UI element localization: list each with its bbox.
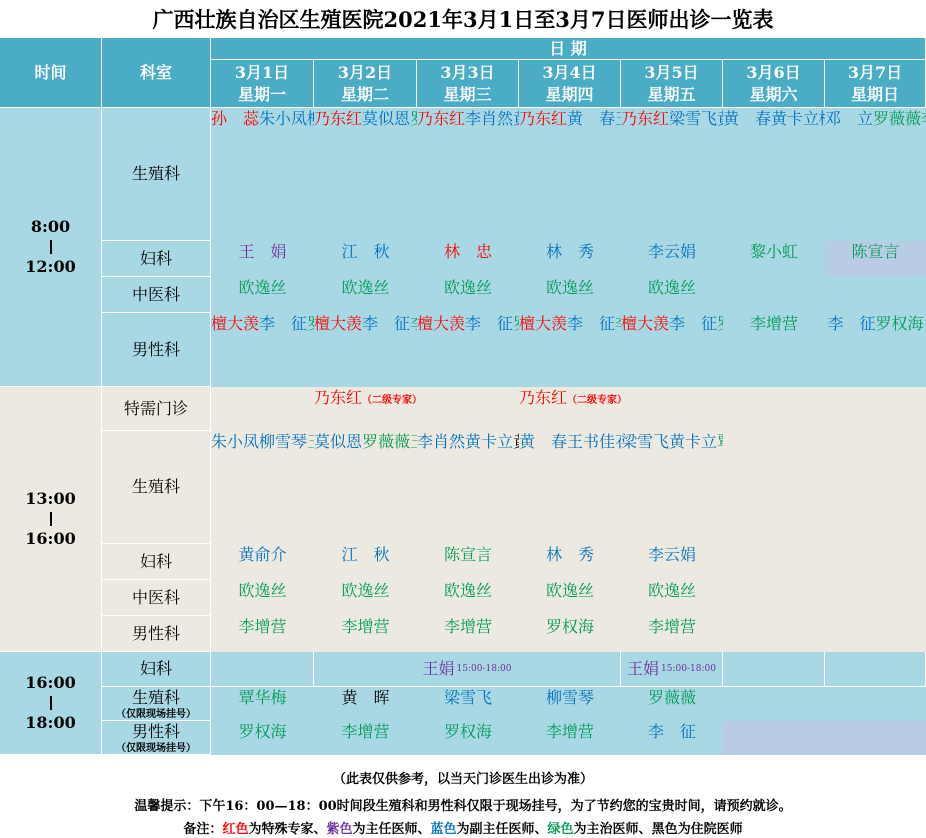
legend-prefix: 备注： <box>183 821 223 837</box>
day-week: 星期四 <box>545 84 594 104</box>
day-week: 星期日 <box>850 84 899 104</box>
color-legend <box>0 816 926 838</box>
dept-gyn: 妇科 <box>102 241 211 277</box>
onsite-note: （仅限现场挂号） <box>116 708 196 720</box>
day-week: 星期二 <box>340 84 389 104</box>
legend-red-text: 为特殊专家、 <box>248 821 327 837</box>
time-end: 18:00 <box>25 713 76 732</box>
day-date: 3月7日 <box>847 62 903 82</box>
schedule-cell-gyn-evening <box>314 652 621 687</box>
dept-reproductive: 生殖科 <box>102 108 211 241</box>
day-week: 星期一 <box>237 84 286 104</box>
header-day <box>825 60 926 108</box>
header-day <box>621 60 723 108</box>
header-day <box>519 60 621 108</box>
schedule-cell-empty <box>723 652 825 687</box>
dept-label: 生殖科 <box>131 687 180 707</box>
day-date: 3月2日 <box>337 62 393 82</box>
header-time: 时间 <box>0 38 102 108</box>
legend-black-text: 黑色为住院医师 <box>651 821 743 837</box>
dept-reproductive: 生殖科 <box>102 431 211 544</box>
time-block-afternoon <box>0 387 102 652</box>
reference-note: （此表仅供参考，以当天门诊医生出诊为准） <box>332 771 593 787</box>
day-date: 3月3日 <box>440 62 495 82</box>
legend-blue-text: 为副主任医师、 <box>456 821 548 837</box>
header-day <box>211 60 314 108</box>
header-day <box>314 60 417 108</box>
day-week: 星期三 <box>443 84 492 104</box>
schedule-cell-empty <box>825 652 926 687</box>
day-date: 3月1日 <box>234 62 290 82</box>
tip-note: 温馨提示：下午16：00—18：00时间段生殖科和男性科仅限于现场挂号，为了节约您的宝贵时间，请预约就诊。 <box>134 798 792 814</box>
header-day <box>417 60 519 108</box>
dept-male: 男性科 <box>102 616 211 652</box>
doctor-name: 王娟 <box>627 659 660 678</box>
clinic-hours: 15:00-18:00 <box>661 664 716 674</box>
header-date: 日 期 <box>211 38 926 60</box>
legend-purple: 紫色 <box>326 821 353 837</box>
time-block-evening <box>0 652 102 755</box>
day-date: 3月5日 <box>644 62 699 82</box>
time-end: 16:00 <box>25 529 76 548</box>
legend-purple-text: 为主任医师、 <box>352 821 431 837</box>
time-block-morning <box>0 108 102 387</box>
day-date: 3月6日 <box>746 62 801 82</box>
dept-gyn: 妇科 <box>102 652 211 687</box>
time-range-divider <box>50 696 52 710</box>
dept-tcm: 中医科 <box>102 580 211 616</box>
time-range-divider <box>50 512 52 526</box>
legend-red: 红色 <box>222 821 249 837</box>
legend-green-text: 为主治医师、 <box>573 821 652 837</box>
dept-male: 男性科 <box>102 313 211 387</box>
dept-special: 特需门诊 <box>102 387 211 431</box>
day-week: 星期五 <box>647 84 696 104</box>
legend-blue: 蓝色 <box>430 821 457 837</box>
onsite-note: （仅限现场挂号） <box>116 742 196 754</box>
header-dept: 科室 <box>102 38 211 108</box>
dept-male-onsite <box>102 721 211 755</box>
doctor-name: 王娟 <box>422 659 455 678</box>
schedule-cell-gyn-evening <box>621 652 723 687</box>
time-end: 12:00 <box>25 257 76 276</box>
time-start: 8:00 <box>30 217 71 236</box>
dept-label: 男性科 <box>131 721 180 741</box>
clinic-hours: 15:00-18:00 <box>456 664 512 674</box>
schedule-cell-empty <box>211 652 314 687</box>
time-range-divider <box>50 240 52 254</box>
header-day <box>723 60 825 108</box>
time-start: 13:00 <box>25 489 76 508</box>
dept-reproductive-onsite <box>102 687 211 721</box>
time-start: 16:00 <box>25 673 76 692</box>
legend-green: 绿色 <box>547 821 574 837</box>
schedule-table <box>0 38 926 762</box>
day-date: 3月4日 <box>542 62 597 82</box>
dept-gyn: 妇科 <box>102 544 211 580</box>
dept-tcm: 中医科 <box>102 277 211 313</box>
day-week: 星期六 <box>749 84 798 104</box>
page-title: 广西壮族自治区生殖医院2021年3月1日至3月7日医师出诊一览表 <box>152 7 774 32</box>
